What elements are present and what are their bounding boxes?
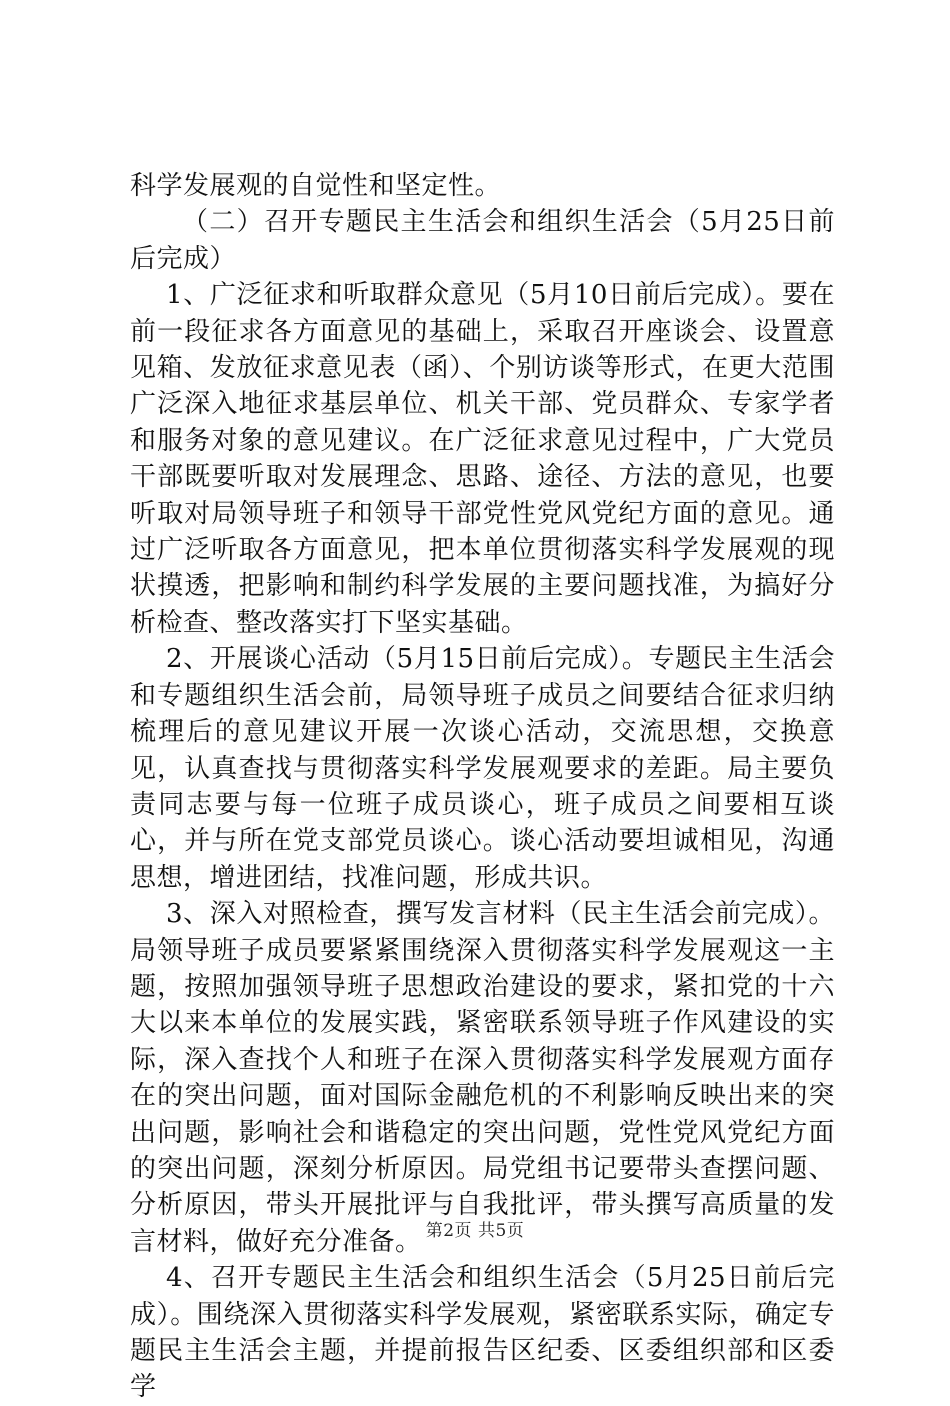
paragraph-item-2: 2、开展谈心活动（5月15日前后完成）。专题民主生活会和专题组织生活会前，局领导班子成员之间要结合征求归纳梳理后的意见建议开展一次谈心活动，交流思想，交换意见，认真查找与贯彻落实科学发展观要求的差距。局主要负责同志要与每一位班子成员谈心，班子成员之间要相互谈心，并与所在党支部党员谈心。谈心活动要坦诚相见，沟通思想，增进团结，找准问题，形成共识。 bbox=[130, 644, 835, 893]
page-footer bbox=[0, 1216, 950, 1241]
page-number: 第2页 共5页 bbox=[425, 1221, 525, 1241]
section-heading: （二）召开专题民主生活会和组织生活会（5月25日前后完成） bbox=[130, 207, 835, 274]
paragraph-continuation: 科学发展观的自觉性和坚定性。 bbox=[130, 171, 502, 201]
paragraph-item-3: 3、深入对照检查，撰写发言材料（民主生活会前完成）。局领导班子成员要紧紧围绕深入贯彻落实科学发展观这一主题，按照加强领导班子思想政治建设的要求，紧扣党的十六大以来本单位的发展实践，紧密联系领导班子作风建设的实际，深入查找个人和班子在深入贯彻落实科学发展观方面存在的突出问题，面对国际金融危机的不利影响反映出来的突出问题，影响社会和谐稳定的突出问题，党性党风党纪方面的突出问题，深刻分析原因。局党组书记要带头查摆问题、分析原因，带头开展批评与自我批评，带头撰写高质量的发言材料，做好充分准备。 bbox=[130, 899, 835, 1257]
paragraph-item-1: 1、广泛征求和听取群众意见（5月10日前后完成）。要在前一段征求各方面意见的基础上，采取召开座谈会、设置意见箱、发放征求意见表（函）、个别访谈等形式，在更大范围广泛深入地征求基层单位、机关干部、党员群众、专家学者和服务对象的意见建议。在广泛征求意见过程中，广大党员干部既要听取对发展理念、思路、途径、方法的意见，也要听取对局领导班子和领导干部党性党风党纪方面的意见。通过广泛听取各方面意见，把本单位贯彻落实科学发展观的现状摸透，把影响和制约科学发展的主要问题找准，为搞好分析检查、整改落实打下坚实基础。 bbox=[130, 280, 835, 638]
paragraph-item-4: 4、召开专题民主生活会和组织生活会（5月25日前后完成）。围绕深入贯彻落实科学发展观，紧密联系实际，确定专题民主生活会主题，并提前报告区纪委、区委组织部和区委学 bbox=[130, 1263, 835, 1403]
